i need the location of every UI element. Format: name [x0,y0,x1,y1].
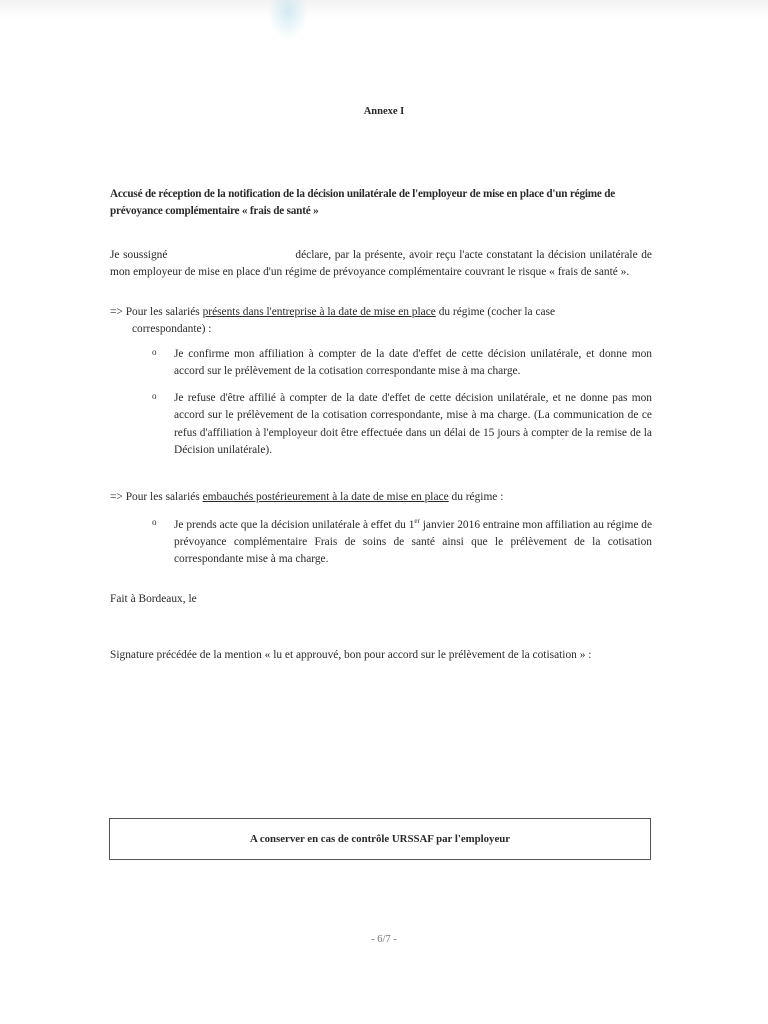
option-refuse-affiliation[interactable] [152,390,652,459]
checkbox-circle-icon[interactable]: o [152,391,157,401]
section-present-employees [110,304,650,338]
section2-prefix: => Pour les salariés [110,491,200,503]
annex-title: Annexe I [363,106,405,117]
section-new-hires [110,489,650,506]
intro-paragraph [110,247,652,281]
section2-underlined: embauchés postérieurement à la date de mise en place [202,491,449,503]
section1-suffix: du régime (cocher la case [438,306,556,318]
option-confirm-affiliation[interactable] [152,346,652,381]
option-confirm-text: Je confirme mon affiliation à compter de la date d'effet de cette décision unilatérale, et donne mon accord sur le prélèvement de la cotisation correspondante mise à ma charge. [174,348,652,378]
scan-smudge [268,0,308,40]
checkbox-circle-icon[interactable]: o [152,517,157,527]
intro-lead: Je soussigné [110,249,168,261]
place-date-line: Fait à Bordeaux, le [110,593,197,605]
checkbox-circle-icon[interactable]: o [152,347,157,357]
section1-underlined: présents dans l'entreprise à la date de mise en place [202,306,436,318]
option-acknowledge-text [174,516,652,569]
urssaf-notice-text: A conserver en cas de contrôle URSSAF par l'employeur [249,833,511,845]
intro-rest: déclare, par la présente, avoir reçu l'acte constatant la décision unilatérale de mon employeur de mise en place d'un régime de prévoyance complémentaire couvrant le risque « frais de santé ». [110,249,652,279]
ack-pre: Je prends acte que la décision unilatérale à effet du 1 [174,518,415,531]
ack-post: janvier 2016 entraine mon affiliation au régime de prévoyance complémentaire Frais de soins de santé ainsi que le prélèvement de la cotisation correspondante mise à ma charge. [174,518,653,566]
ack-sup: er [414,517,420,525]
document-heading: Accusé de réception de la notification de la décision unilatérale de l'employeur de mise en place d'un régime de prévoyance complémentaire « frais de santé » [110,188,616,218]
option-acknowledge[interactable] [152,516,652,569]
section1-prefix: => Pour les salariés [110,306,200,318]
signature-instruction: Signature précédée de la mention « lu et approuvé, bon pour accord sur le prélèvement de la cotisation » : [110,649,592,661]
scan-edge-shadow [0,0,768,20]
option-refuse-text: Je refuse d'être affilié à compter de la date d'effet de cette décision unilatérale, et ne donne pas mon accord sur le prélèvement de la cotisation correspondante, mise à ma charge. (La communication de ce refus d'affiliation à l'employeur doit être effectuée dans un délai de 15 jours à compter de la remise de la Décision unilatérale). [174,392,652,456]
section2-suffix: du régime : [451,491,504,503]
urssaf-notice-box [109,818,651,860]
section1-line2: correspondante) : [132,323,212,336]
page-number: - 6/7 - [371,934,397,945]
